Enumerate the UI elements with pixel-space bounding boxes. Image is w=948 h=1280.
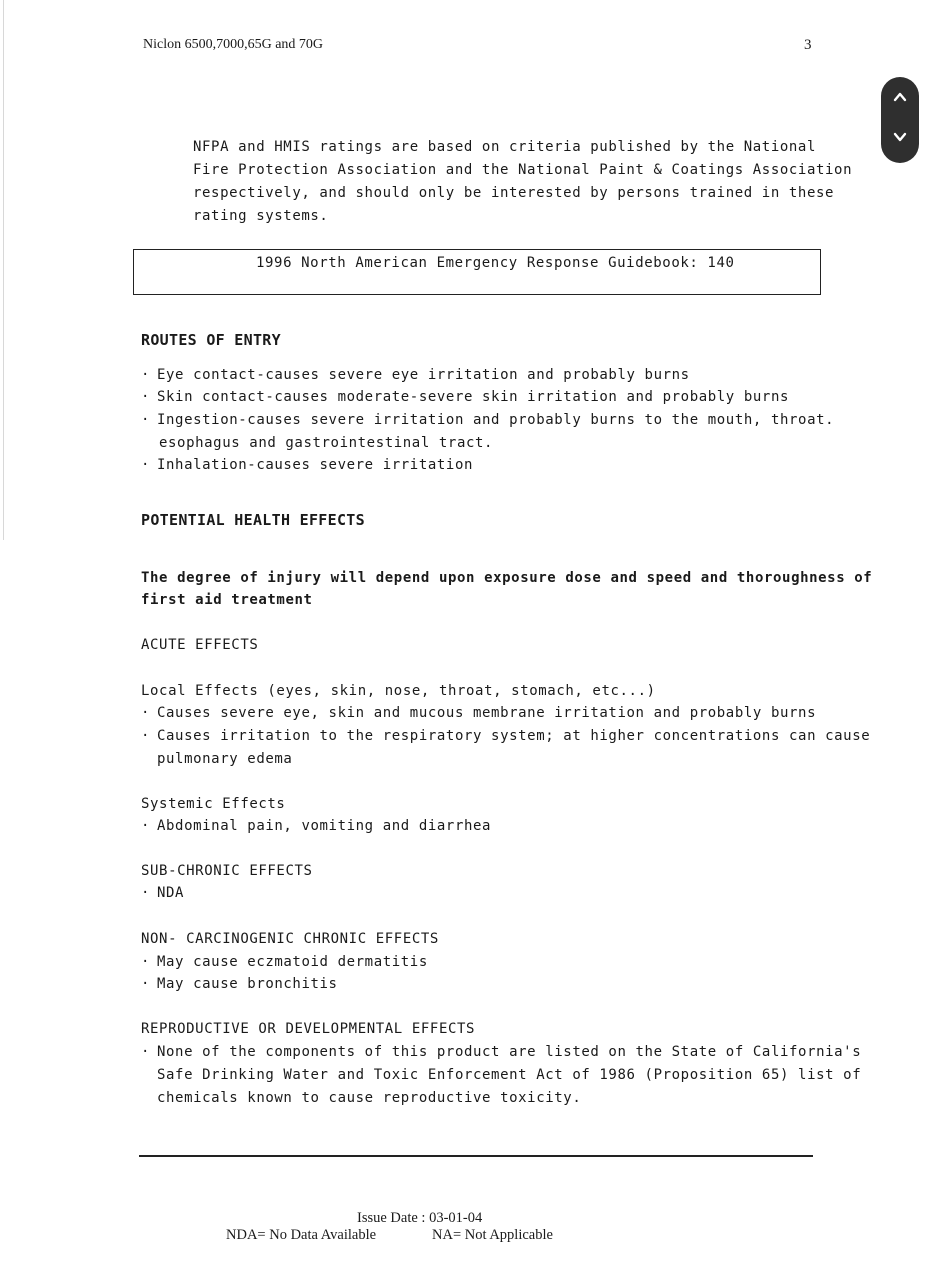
bullet: ·	[141, 728, 151, 744]
local-effects-heading: Local Effects (eyes, skin, nose, throat, stomach, etc...)	[141, 683, 656, 699]
bullet: ·	[141, 954, 151, 970]
reproductive-effects-heading: REPRODUCTIVE OR DEVELOPMENTAL EFFECTS	[141, 1021, 476, 1037]
erg-guidebook-box	[133, 249, 821, 295]
page-number: 3	[804, 37, 812, 53]
bullet: ·	[141, 412, 151, 428]
intro-line: NFPA and HMIS ratings are based on criteria published by the National	[193, 139, 816, 155]
intro-line: respectively, and should only be interested by persons trained in these	[193, 185, 835, 201]
list-item: · Inhalation-causes severe irritation	[141, 457, 474, 473]
bullet: ·	[141, 705, 151, 721]
list-item: · Causes irritation to the respiratory system; at higher concentrations can cause	[141, 728, 871, 744]
bullet: ·	[141, 818, 151, 834]
list-item-continuation: chemicals known to cause reproductive toxicity.	[157, 1090, 582, 1106]
health-intro-line: first aid treatment	[141, 592, 313, 608]
list-item: · NDA	[141, 885, 185, 901]
footer-divider	[139, 1155, 813, 1157]
list-item: · None of the components of this product are listed on the State of California's	[141, 1044, 862, 1060]
list-item-continuation: pulmonary edema	[157, 751, 293, 767]
erg-guidebook-text: 1996 North American Emergency Response Guidebook: 140	[256, 255, 735, 271]
acute-effects-heading: ACUTE EFFECTS	[141, 637, 259, 653]
systemic-effects-heading: Systemic Effects	[141, 796, 286, 812]
bullet: ·	[141, 457, 151, 473]
list-item: · Abdominal pain, vomiting and diarrhea	[141, 818, 492, 834]
list-item: · May cause eczmatoid dermatitis	[141, 954, 428, 970]
na-legend: NA= Not Applicable	[432, 1227, 553, 1243]
nda-legend: NDA= No Data Available	[226, 1227, 377, 1243]
list-item: · Causes severe eye, skin and mucous membrane irritation and probably burns	[141, 705, 817, 721]
subchronic-effects-heading: SUB-CHRONIC EFFECTS	[141, 863, 313, 879]
bullet: ·	[141, 885, 151, 901]
chevron-up-icon	[892, 89, 908, 109]
list-item: · Ingestion-causes severe irritation and probably burns to the mouth, throat.	[141, 412, 835, 428]
bullet: ·	[141, 367, 151, 383]
intro-line: rating systems.	[193, 208, 329, 224]
page-nav-control	[881, 77, 919, 163]
bullet: ·	[141, 389, 151, 405]
routes-heading: ROUTES OF ENTRY	[141, 331, 281, 349]
list-item-continuation: esophagus and gastrointestinal tract.	[159, 435, 494, 451]
scan-edge-mark	[3, 0, 4, 540]
list-item: · May cause bronchitis	[141, 976, 338, 992]
health-intro-line: The degree of injury will depend upon exposure dose and speed and thoroughness of	[141, 570, 873, 586]
health-effects-heading: POTENTIAL HEALTH EFFECTS	[141, 511, 365, 529]
intro-line: Fire Protection Association and the National Paint & Coatings Association	[193, 162, 853, 178]
bullet: ·	[141, 976, 151, 992]
list-item: · Eye contact-causes severe eye irritation and probably burns	[141, 367, 690, 383]
previous-page-button[interactable]	[881, 79, 919, 119]
chevron-down-icon	[892, 129, 908, 149]
list-item-continuation: Safe Drinking Water and Toxic Enforcement Act of 1986 (Proposition 65) list of	[157, 1067, 862, 1083]
issue-date: Issue Date : 03-01-04	[357, 1210, 483, 1226]
bullet: ·	[141, 1044, 151, 1060]
list-item: · Skin contact-causes moderate-severe skin irritation and probably burns	[141, 389, 790, 405]
noncarcinogenic-effects-heading: NON- CARCINOGENIC CHRONIC EFFECTS	[141, 931, 439, 947]
next-page-button[interactable]	[881, 119, 919, 159]
document-title: Niclon 6500,7000,65G and 70G	[143, 37, 324, 52]
